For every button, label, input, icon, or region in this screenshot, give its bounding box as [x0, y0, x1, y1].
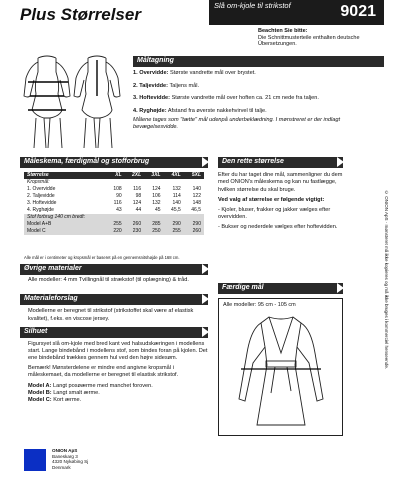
table-header-row: Størrelse XL 2XL 3XL 4XL 5XL	[24, 172, 204, 179]
table-row: 1. Overvidde 108 116 124 132 140	[27, 186, 201, 192]
logo-block	[24, 449, 46, 471]
materiale-text: Modellerne er beregnet til strikstof (strikstoffet skal være af elastisk kvalitet), f.eks. en viscose jersey.	[28, 308, 194, 322]
list-item: 4. Ryghøjde: Afstand fra øverste nakkehvirvel til talje.	[133, 107, 267, 114]
section-maaleskema-header	[20, 157, 208, 168]
body-measurement-sketch	[20, 52, 128, 152]
pattern-description: Slå om-kjole til strikstof	[214, 1, 291, 10]
section-faerdige-header	[218, 283, 343, 294]
section-silhuet-header	[20, 327, 208, 338]
footer-line: Baneskarg 3	[52, 453, 78, 459]
footer-line: 4320 Nykøbing Sj	[52, 459, 89, 465]
table-row: Model A+B 255 260 285 290 290	[24, 221, 204, 228]
table-row: 3. Hoftevidde 116 124 132 140 148	[27, 200, 201, 206]
footer-line: ONION ApS	[52, 448, 78, 453]
section-title: Silhuet	[24, 328, 48, 335]
measurement-table	[24, 172, 204, 235]
section-ovrige-header	[20, 264, 208, 275]
german-note-line: Die Schnittmusterteile enthalten deutsche	[258, 34, 360, 41]
silhuet-text	[28, 341, 208, 405]
section-rette-header	[218, 157, 343, 168]
pattern-number: 9021	[340, 3, 376, 20]
ovrige-text: Alle modeller: 4 mm Tvillingnål til strækstof (til oplægning) & tråd.	[28, 277, 189, 283]
german-note-line: Übersetzungen.	[258, 41, 297, 47]
finished-measurement-box	[218, 298, 343, 436]
table-note: Alle mål er i centimeter og kropsmål er baseret på en gennemsnitshøjde på 168 cm.	[24, 255, 180, 260]
table-row: Model C 220 230 250 255 260	[24, 228, 204, 235]
vertical-copyright: © ONION ApS · mønsteret må ikke kopieres og må ikke bruges i kommerciel henseende.	[384, 190, 389, 370]
paragraph: Bemærk! Mønsterdelene er mindre end angivne kropsmål i måleskemaet, da modellerne er beregnet til elastisk strikstof.	[28, 364, 179, 378]
dress-sketch	[229, 313, 334, 433]
table-row: 2. Taljevidde 90 98 106 114 122	[27, 193, 201, 199]
finished-caption: Alle modeller: 95 cm - 105 cm	[223, 302, 296, 308]
list-item: 3. Hoftevidde: Største vandrette mål over hoften ca. 21 cm nede fra taljen.	[133, 95, 319, 102]
list-item: 1. Overvidde: Største vandrette mål over brystet.	[133, 70, 256, 76]
section-title: Øvrige materialer	[24, 265, 82, 272]
model-line: Model B: Langt smalt ærme.	[28, 390, 100, 397]
list-item: 2. Taljevidde: Taljens mål.	[133, 82, 200, 89]
bullet: - Kjoler, bluser, frakker og jakker vælges efter overvidden.	[218, 206, 331, 221]
german-note-line: Beachten Sie bitte:	[258, 28, 308, 34]
model-line: Model C: Kort ærme.	[28, 397, 82, 404]
table-row: Stof forbrug 140 cm bredt:	[24, 214, 204, 221]
paragraph: Ved valg af størrelse er følgende vigtigt:	[218, 197, 325, 204]
section-materiale-header	[20, 294, 208, 305]
section-title: Måltagning	[137, 57, 174, 64]
section-title: Færdige mål	[222, 284, 264, 291]
section-maaltagning-header	[133, 56, 384, 67]
maaltagning-list	[133, 70, 384, 131]
rette-text	[218, 172, 343, 232]
maaltagning-note: Målene tages som "tætte" mål udenpå underbeklædning. I mønstreret er der indlagt bevægelsesvidde.	[133, 117, 341, 131]
bullet: - Bukser og nederdele vælges efter hoftevidden.	[218, 224, 338, 231]
section-title: Måleskema, færdigmål og stofforbrug	[24, 158, 150, 165]
page-title: Plus Størrelser	[20, 5, 141, 24]
paragraph: Figursyet slå om-kjole med bred kant ved halsudskæringen i modellens start. Lange bindebånd i modellens stof, som bindes foran på kjolen. Det ene bindebånd trækkes gennem hul ved den højre sidesøm.	[28, 341, 208, 362]
section-title: Den rette størrelse	[222, 158, 284, 165]
german-note	[258, 28, 388, 48]
section-title: Materialeforslag	[24, 295, 78, 302]
model-line: Model A: Langt posøærme med manchet foroven.	[28, 383, 153, 390]
table-row: 4. Ryghøjde 43 44 45 45,5 46,5	[27, 207, 201, 213]
header-box	[209, 0, 384, 25]
table-row: Kropsmål:	[27, 179, 50, 185]
footer-line: Denmark	[52, 464, 71, 470]
paragraph: Efter du har taget dine mål, sammenligner du dem med ONION's måleskema og kan nu fastlægge, hvilken størrelse du skal bruge.	[218, 172, 343, 193]
footer-address	[52, 448, 88, 470]
